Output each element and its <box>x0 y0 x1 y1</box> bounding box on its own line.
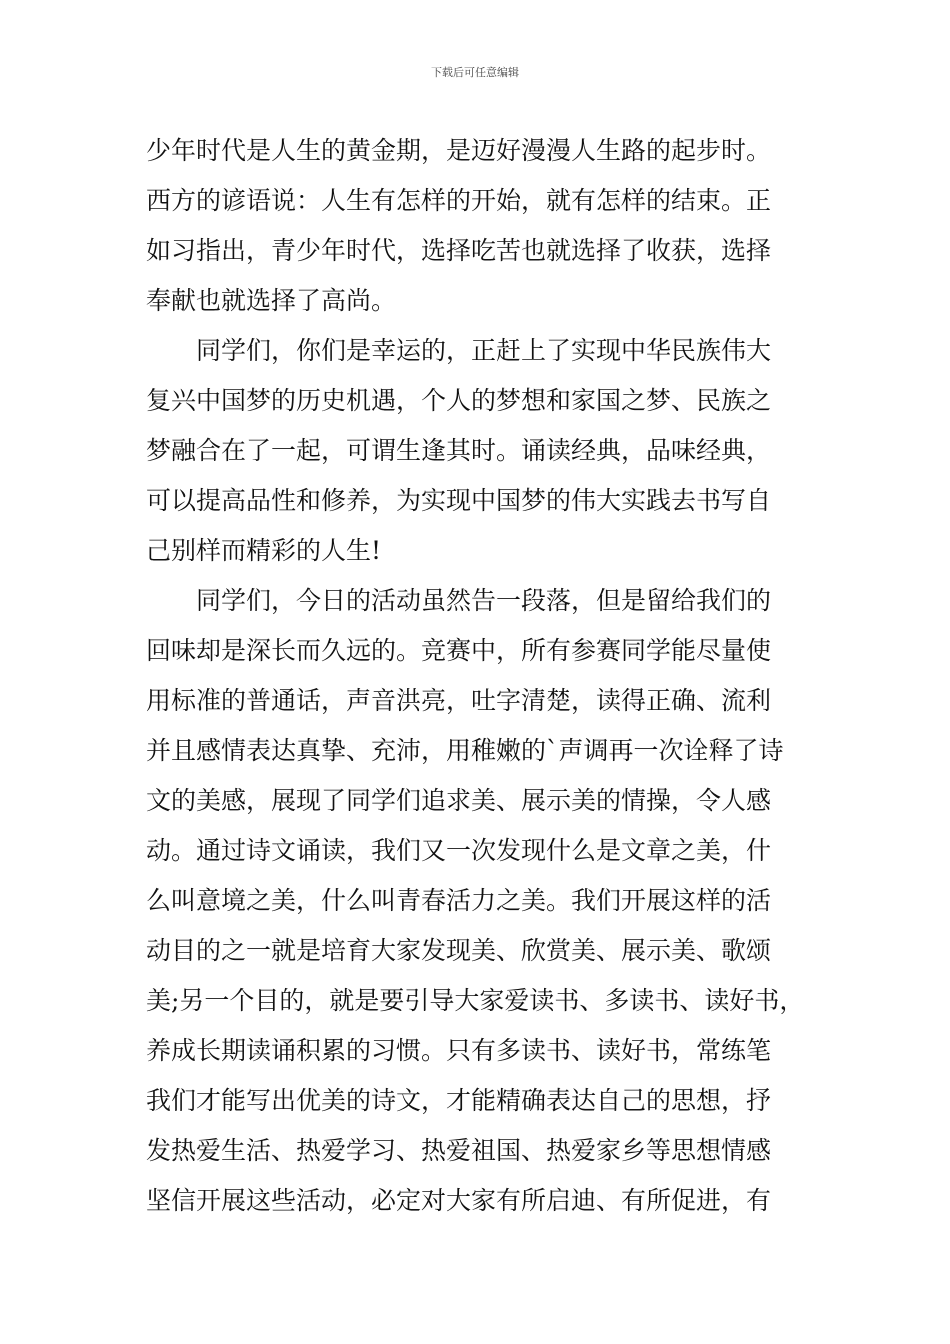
text-line: 己别样而精彩的人生! <box>146 536 382 565</box>
body-text <box>146 126 812 1226</box>
header-note: 下载后可任意编辑 <box>431 66 519 79</box>
text-line: 同学们，你们是幸运的，正赶上了实现中华民族伟大 <box>196 336 772 365</box>
text-line: 西方的谚语说：人生有怎样的开始，就有怎样的结束。正 <box>146 186 772 215</box>
text-line: 奉献也就选择了高尚。 <box>146 286 397 315</box>
text-line: 同学们，今日的活动虽然告一段落，但是留给我们的 <box>196 586 772 615</box>
text-line: 动。通过诗文诵读，我们又一次发现什么是文章之美，什 <box>146 836 772 865</box>
text-line: 复兴中国梦的历史机遇，个人的梦想和家国之梦、民族之 <box>146 386 772 415</box>
text-line: 发热爱生活、热爱学习、热爱祖国、热爱家乡等思想情感 <box>146 1136 772 1165</box>
text-line: 并且感情表达真挚、充沛，用稚嫩的`声调再一次诠释了诗 <box>146 736 784 765</box>
text-line: 梦融合在了一起，可谓生逢其时。诵读经典，品味经典， <box>146 436 772 465</box>
text-line: 美;另一个目的，就是要引导大家爱读书、多读书、读好书， <box>146 986 805 1015</box>
text-line: 养成长期读诵积累的习惯。只有多读书、读好书，常练笔 <box>146 1036 772 1065</box>
text-line: 少年时代是人生的黄金期，是迈好漫漫人生路的起步时。 <box>146 136 772 165</box>
text-line: 我们才能写出优美的诗文，才能精确表达自己的思想，抒 <box>146 1086 772 1115</box>
text-line: 么叫意境之美，什么叫青春活力之美。我们开展这样的活 <box>146 886 772 915</box>
text-line: 用标准的普通话，声音洪亮，吐字清楚，读得正确、流利 <box>146 686 772 715</box>
text-line: 文的美感，展现了同学们追求美、展示美的情操，令人感 <box>146 786 772 815</box>
text-line: 可以提高品性和修养，为实现中国梦的伟大实践去书写自 <box>146 486 772 515</box>
text-line: 动目的之一就是培育大家发现美、欣赏美、展示美、歌颂 <box>146 936 772 965</box>
text-line: 回味却是深长而久远的。竞赛中，所有参赛同学能尽量使 <box>146 636 772 665</box>
text-line: 如习指出，青少年时代，选择吃苦也就选择了收获，选择 <box>146 236 772 265</box>
text-line: 坚信开展这些活动，必定对大家有所启迪、有所促进，有 <box>146 1186 772 1215</box>
